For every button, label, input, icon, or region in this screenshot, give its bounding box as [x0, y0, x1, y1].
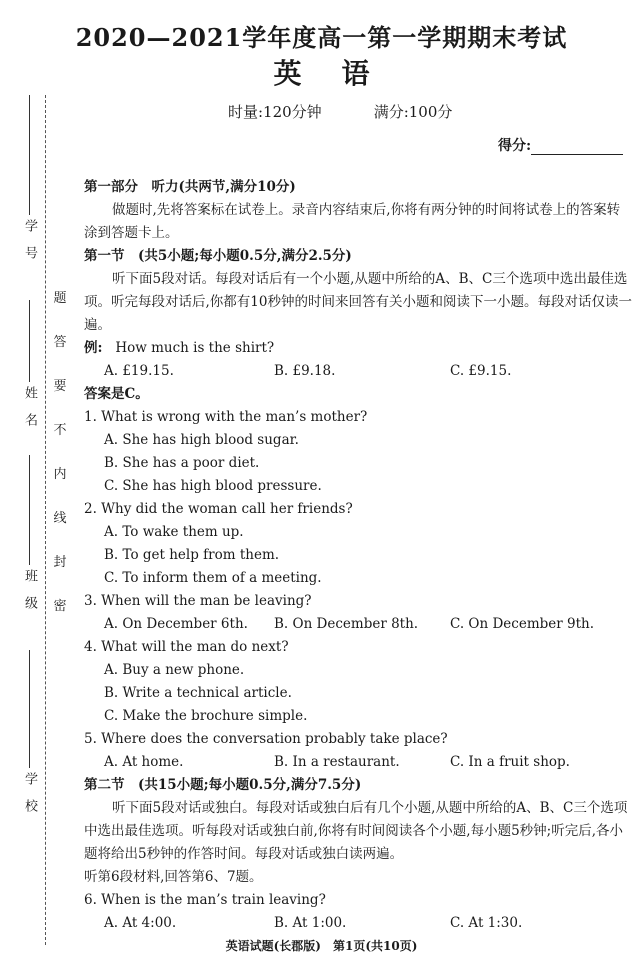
warn-char: 要 — [53, 379, 67, 394]
q4-option-a: A. Buy a new phone. — [104, 662, 245, 678]
name-underline — [29, 300, 30, 382]
question-2: 2. Why did the woman call her friends? — [84, 501, 353, 517]
part1-title: 第一部分 听力(共两节,满分10分) — [84, 179, 296, 195]
q2-option-c: C. To inform them of a meeting. — [104, 570, 322, 586]
question-5: 5. Where does the conversation probably take place? — [84, 731, 448, 747]
warn-char: 题 — [53, 291, 67, 306]
section1-title: 第一节 (共5小题;每小题0.5分,满分2.5分) — [84, 248, 352, 264]
warn-char: 不 — [53, 423, 67, 438]
school-field — [20, 650, 39, 826]
section2-title: 第二节 (共15小题;每小题0.5分,满分7.5分) — [84, 777, 362, 793]
q5-option-b: B. In a restaurant. — [274, 754, 400, 770]
example-option-b: B. £9.18. — [274, 363, 336, 379]
q1-option-b: B. She has a poor diet. — [104, 455, 260, 471]
example-option-a: A. £19.15. — [104, 363, 174, 379]
q5-option-a: A. At home. — [104, 754, 184, 770]
q3-option-c: C. On December 9th. — [450, 616, 595, 632]
material-6-note: 听第6段材料,回答第6、7题。 — [84, 869, 263, 885]
question-1: 1. What is wrong with the man’s mother? — [84, 409, 368, 425]
q3-option-a: A. On December 6th. — [104, 616, 248, 632]
q3-option-b: B. On December 8th. — [274, 616, 419, 632]
score-box — [498, 135, 623, 155]
example-answer: 答案是C。 — [84, 386, 149, 402]
student-no-field — [20, 95, 39, 273]
score-label: 得分: — [498, 138, 532, 154]
subject-title: 英语 — [273, 57, 410, 90]
section1-intro: 听下面5段对话。每段对话后有一个小题,从题中所给的A、B、C三个选项中选出最佳选项。听完每段对话后,你都有10秒钟的时间来回答有关小题和阅读下一小题。每段对话仅读一遍。 — [84, 271, 632, 333]
q2-option-a: A. To wake them up. — [104, 524, 244, 540]
name-label: 姓名 — [22, 386, 37, 440]
example-question — [84, 337, 632, 360]
q4-option-b: B. Write a technical article. — [104, 685, 292, 701]
school-label: 学校 — [22, 772, 37, 826]
section2-intro: 听下面5段对话或独白。每段对话或独白后有几个小题,从题中所给的A、B、C三个选项中选出最佳选项。听每段对话或独白前,你将有时间阅读各个小题,每小题5秒钟;听完后,各小题将给出5秒钟的作答时间。每段对话或独白读两遍。 — [84, 800, 628, 862]
q2-option-b: B. To get help from them. — [104, 547, 280, 563]
question-6: 6. When is the man’s train leaving? — [84, 892, 326, 908]
warn-char: 线 — [53, 511, 67, 526]
q6-options — [84, 912, 632, 935]
seal-warning — [52, 292, 68, 644]
class-field — [20, 455, 39, 623]
class-label: 班级 — [22, 569, 37, 623]
q3-options — [84, 613, 632, 636]
binding-dashed-line — [45, 95, 46, 945]
q6-option-a: A. At 4:00. — [104, 915, 177, 931]
q1-option-a: A. She has high blood sugar. — [104, 432, 299, 448]
example-options — [84, 360, 632, 383]
warn-char: 密 — [53, 599, 67, 614]
question-4: 4. What will the man do next? — [84, 639, 289, 655]
warn-char: 封 — [53, 555, 67, 570]
time-info — [228, 101, 504, 122]
class-underline — [29, 455, 30, 565]
example-label: 例: — [84, 340, 103, 356]
q6-option-c: C. At 1:30. — [450, 915, 523, 931]
student-no-label: 学号 — [22, 219, 37, 273]
exam-title: 2020—2021学年度高一第一学期期末考试 — [75, 23, 568, 52]
q5-options — [84, 751, 632, 774]
score-blank[interactable] — [531, 140, 623, 155]
example-question-text: How much is the shirt? — [115, 340, 275, 356]
exam-content — [84, 176, 632, 935]
student-no-underline — [29, 95, 30, 215]
q6-option-b: B. At 1:00. — [274, 915, 347, 931]
time-limit: 时量:120分钟 — [228, 103, 322, 121]
warn-char: 答 — [53, 335, 67, 350]
part1-intro: 做题时,先将答案标在试卷上。录音内容结束后,你将有两分钟的时间将试卷上的答案转涂到答题卡上。 — [84, 202, 621, 241]
full-score: 满分:100分 — [373, 103, 453, 121]
q1-option-c: C. She has high blood pressure. — [104, 478, 322, 494]
name-field — [20, 300, 39, 440]
school-underline — [29, 650, 30, 768]
question-3: 3. When will the man be leaving? — [84, 593, 312, 609]
example-option-c: C. £9.15. — [450, 363, 512, 379]
q4-option-c: C. Make the brochure simple. — [104, 708, 308, 724]
warn-char: 内 — [53, 467, 67, 482]
q5-option-c: C. In a fruit shop. — [450, 754, 570, 770]
page-footer: 英语试题(长郡版) 第1页(共10页) — [225, 939, 418, 953]
